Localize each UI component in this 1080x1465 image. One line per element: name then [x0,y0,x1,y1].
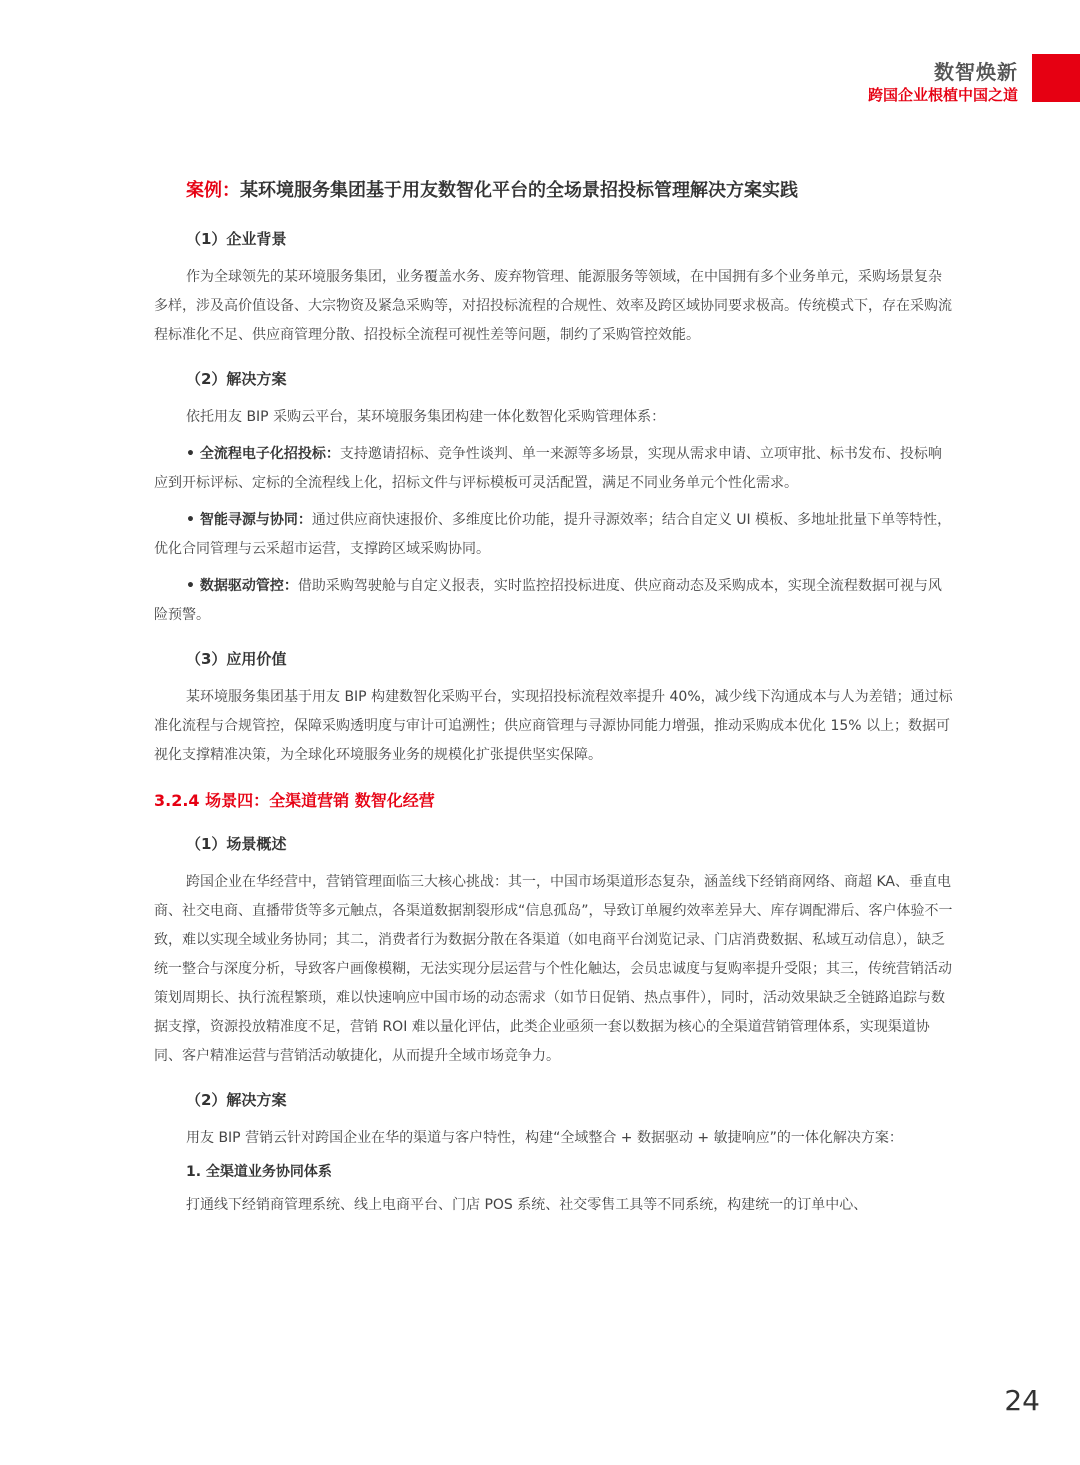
page-number: 24 [1004,1384,1040,1417]
overview-text: 跨国企业在华经营中，营销管理面临三大核心挑战：其一，中国市场渠道形态复杂，涵盖线下经销商网络、商超 KA、垂直电商、社交电商、直播带货等多元触点，各渠道数据割裂形成“信息孤岛”，导致订单履约效率差异大、库存调配滞后、客户体验不一致，难以实现全域业务协同；其二，消费者行为数据分散在各渠道（如电商平台浏览记录、门店消费数据、私域互动信息），缺乏统一整合与深度分析，导致客户画像模糊，无法实现分层运营与个性化触达，会员忠诚度与复购率提升受限；其三，传统营销活动策划周期长、执行流程繁琐，难以快速响应中国市场的动态需求（如节日促销、热点事件），同时，活动效果缺乏全链路追踪与数据支撑，资源投放精准度不足，营销 ROI 难以量化评估，此类企业亟须一套以数据为核心的全渠道营销管理体系，实现渠道协同、客户精准运营与营销活动敏捷化，从而提升全域市场竞争力。 [154,874,953,1064]
case-title [186,176,954,202]
value-heading: （3）应用价值 [186,650,287,668]
bullet-title: • 智能寻源与协同： [186,512,312,528]
main-content [154,176,954,1238]
solution-heading: （2）解决方案 [186,370,287,388]
bullet-title: • 数据驱动管控： [186,578,298,594]
case-title-text: 某环境服务集团基于用友数智化平台的全场景招投标管理解决方案实践 [240,180,798,201]
overview-heading: （1）场景概述 [186,835,287,853]
bullet-title: • 全流程电子化招投标： [186,446,340,462]
header-subtitle: 跨国企业根植中国之道 [867,86,1018,104]
item1-title: 1. 全渠道业务协同体系 [186,1164,332,1180]
bullet-text: 通过供应商快速报价、多维度比价功能，提升寻源效率；结合自定义 UI 模板、多地址批量下单等特性，优化合同管理与云采超市运营，支撑跨区域采购协同。 [154,512,952,557]
header-title: 数智焕新 [934,60,1018,84]
bullet-text: 借助采购驾驶舱与自定义报表，实时监控招投标进度、供应商动态及采购成本，实现全流程数据可视与风险预警。 [154,578,942,623]
bullet-text: 支持邀请招标、竞争性谈判、单一来源等多场景，实现从需求申请、立项审批、标书发布、投标响应到开标评标、定标的全流程线上化，招标文件与评标模板可灵活配置，满足不同业务单元个性化需求。 [154,446,942,491]
solution-intro: 依托用友 BIP 采购云平台，某环境服务集团构建一体化数智化采购管理体系： [186,409,666,425]
section-solution-heading: （2）解决方案 [186,1091,287,1109]
bullet-item [154,572,954,630]
section-solution-intro: 用友 BIP 营销云针对跨国企业在华的渠道与客户特性，构建“全域整合 + 数据驱动 + 敏捷响应”的一体化解决方案： [186,1130,903,1146]
item1-text: 打通线下经销商管理系统、线上电商平台、门店 POS 系统、社交零售工具等不同系统，构建统一的订单中心、 [186,1197,868,1213]
background-heading: （1）企业背景 [186,230,287,248]
case-label: 案例： [186,180,240,201]
background-text: 作为全球领先的某环境服务集团，业务覆盖水务、废弃物管理、能源服务等领域，在中国拥有多个业务单元，采购场景复杂多样，涉及高价值设备、大宗物资及紧急采购等，对招投标流程的合规性、效率及跨区域协同要求极高。传统模式下，存在采购流程标准化不足、供应商管理分散、招投标全流程可视性差等问题，制约了采购管控效能。 [154,269,952,343]
header-accent-block [1032,54,1080,102]
value-text: 某环境服务集团基于用友 BIP 构建数智化采购平台，实现招投标流程效率提升 40%，减少线下沟通成本与人为差错；通过标准化流程与合规管控，保障采购透明度与审计可追溯性；供应商管理与寻源协同能力增强，推动采购成本优化 15% 以上；数据可视化支撑精准决策，为全球化环境服务业务的规模化扩张提供坚实保障。 [154,689,953,763]
bullet-item [154,506,954,564]
section-title: 3.2.4 场景四：全渠道营销 数智化经营 [154,791,435,810]
bullet-item [154,440,954,498]
